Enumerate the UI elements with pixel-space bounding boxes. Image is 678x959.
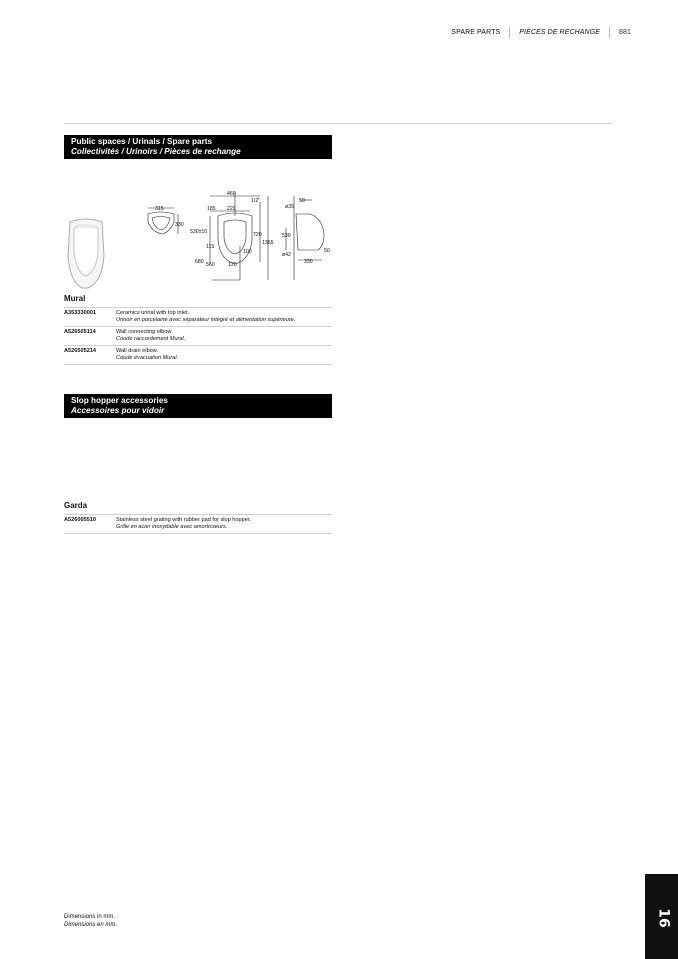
dim-560: 560: [206, 262, 215, 268]
section-title-bar-slop-hopper: [64, 394, 332, 418]
table-row: [64, 346, 332, 365]
dim-330-side: 330: [304, 259, 313, 265]
section-title-bar-urinals: [64, 135, 332, 159]
part-code: A526505214: [64, 346, 116, 365]
chapter-number: 16: [655, 908, 672, 928]
dim-diameter-35: ø35: [285, 204, 294, 210]
part-desc-en: Wall drain elbow.: [116, 348, 159, 354]
product-name-garda: Garda: [64, 501, 88, 510]
dim-330: 330: [175, 222, 184, 228]
footnote-en: Dimensions in mm.: [64, 914, 116, 920]
page-number: 881: [619, 29, 631, 36]
part-code: A353330001: [64, 308, 116, 327]
part-description: [116, 308, 332, 327]
part-desc-fr: Coude évacuation Mural.: [116, 355, 179, 361]
footnote: [64, 913, 117, 929]
part-description: [116, 346, 332, 365]
table-row: [64, 308, 332, 327]
parts-table-mural: [64, 307, 332, 365]
header-section-en: SPARE PARTS: [451, 29, 501, 36]
dim-530: 530: [282, 233, 291, 239]
dim-460: 460: [227, 191, 236, 197]
dim-185: 185: [207, 206, 216, 212]
part-description: [116, 515, 332, 534]
dim-half-inch: 1/2": [251, 198, 261, 204]
technical-drawing: [140, 188, 336, 284]
table-row: [64, 515, 332, 534]
header-divider: [509, 27, 510, 38]
chapter-tab: [645, 874, 678, 959]
dim-50-side: 50: [324, 248, 330, 254]
dim-50-top: 50: [299, 198, 305, 204]
dim-120: 120: [228, 262, 237, 268]
header-divider: [609, 27, 610, 38]
table-row: [64, 327, 332, 346]
footnote-fr: Dimensions en mm.: [64, 922, 118, 928]
product-name-mural: Mural: [64, 294, 86, 303]
parts-table-garda: [64, 514, 332, 534]
section-title-fr: Collectivités / Urinoirs / Pièces de rechange: [71, 147, 241, 156]
dim-diameter-42: ø42: [282, 252, 291, 258]
dim-315: 315: [155, 206, 164, 212]
part-code: A526505114: [64, 327, 116, 346]
section-title-en: Slop hopper accessories: [71, 396, 168, 405]
part-desc-en: Wall connecting elbow.: [116, 329, 173, 335]
dim-220: 220: [227, 206, 236, 212]
dim-1365: 1365: [262, 240, 274, 246]
part-desc-en: Ceramics urinal with top inlet.: [116, 310, 190, 316]
dim-115: 115: [206, 244, 215, 250]
dim-530-10: 530±10: [190, 229, 208, 235]
top-rule: [64, 123, 612, 124]
section-title-en: Public spaces / Urinals / Spare parts: [71, 137, 213, 146]
part-desc-fr: Coude raccordement Mural.: [116, 336, 186, 342]
part-desc-en: Stainless steel grating with rubber pad for slop hopper.: [116, 517, 251, 523]
urinal-illustration: [62, 218, 112, 290]
dim-100: 100: [243, 249, 252, 255]
part-description: [116, 327, 332, 346]
part-desc-fr: Grille en acier inoxydable avec amortisseurs.: [116, 524, 228, 530]
header-section-fr: PIÈCES DE RECHANGE: [519, 29, 601, 36]
part-code: A526005510: [64, 515, 116, 534]
section-title-fr: Accessoires pour vidoir: [71, 406, 165, 415]
part-desc-fr: Urinoir en porcelaine avec séparateur intégré et alimentation supérieure.: [116, 317, 296, 323]
running-header: [451, 27, 631, 38]
dim-720: 720: [253, 232, 262, 238]
dim-680: 680: [195, 259, 204, 265]
